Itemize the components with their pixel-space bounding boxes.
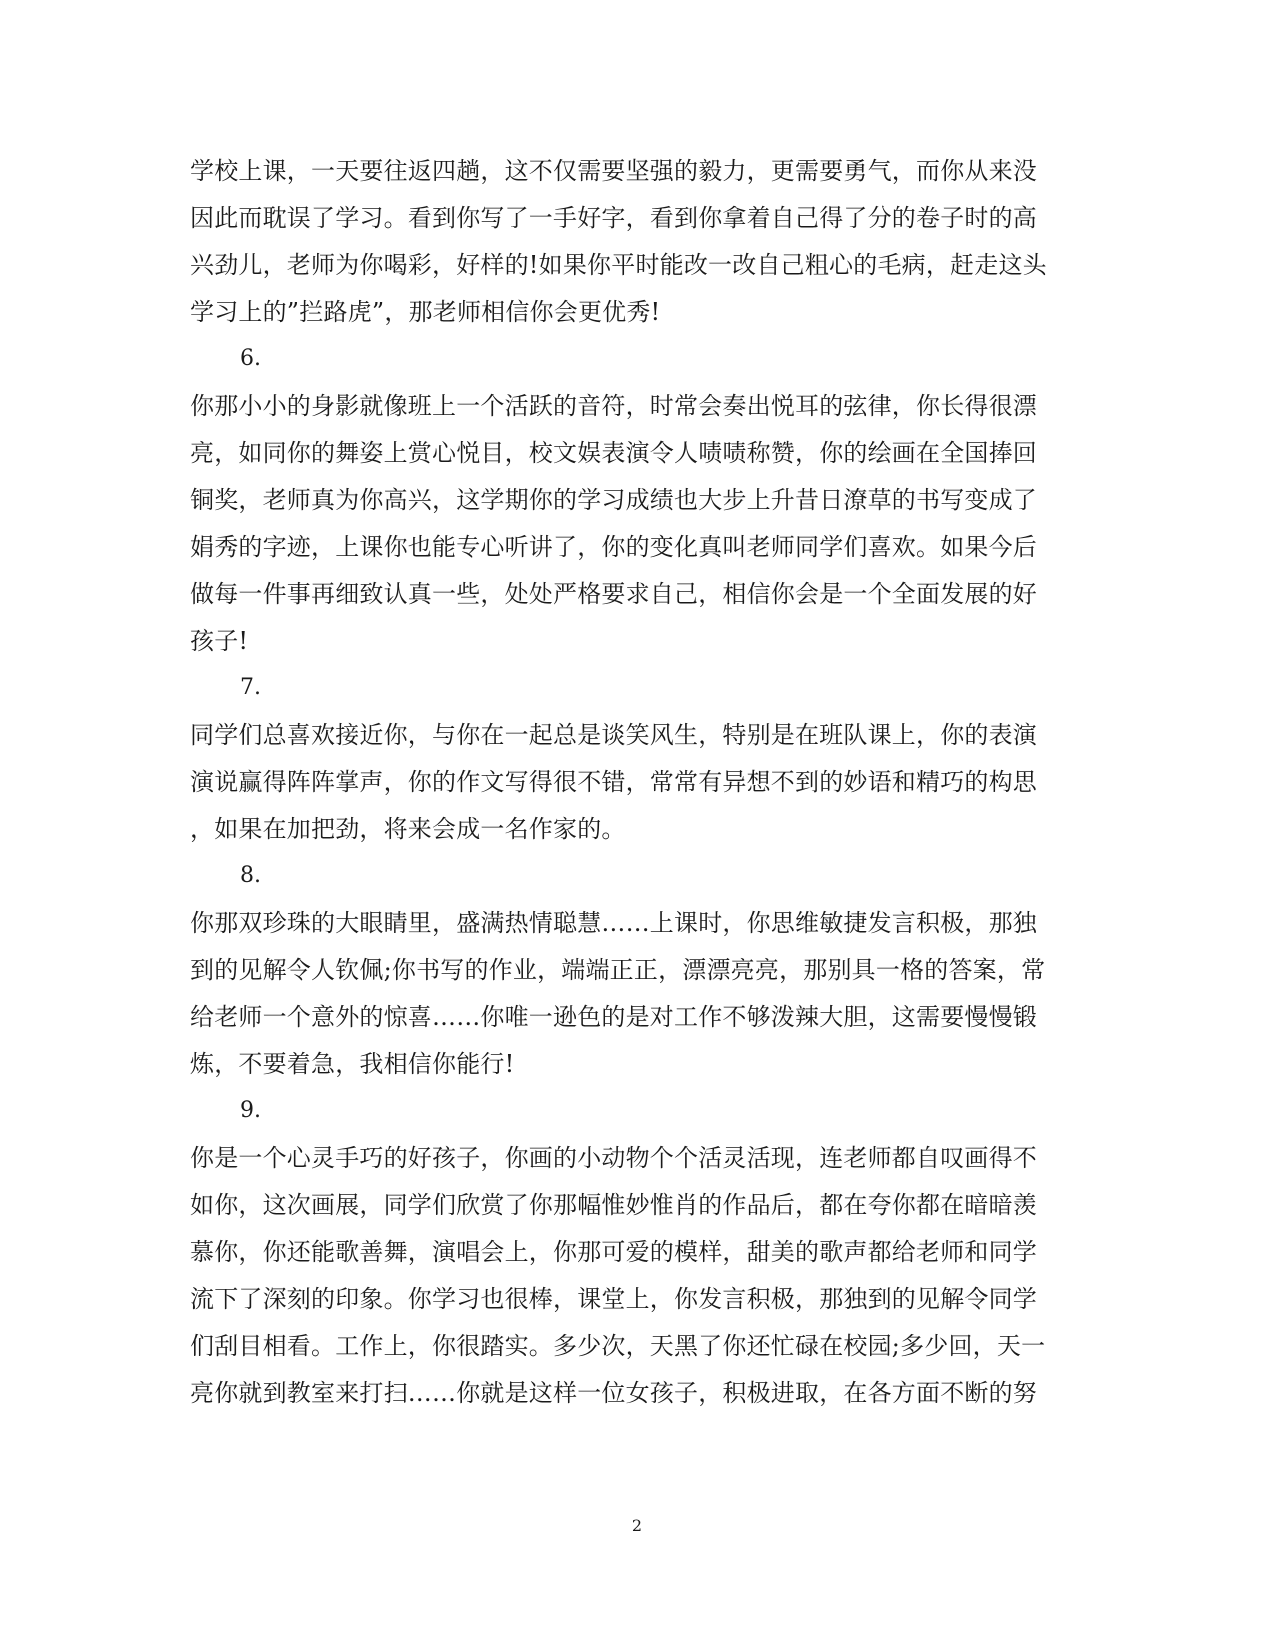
text-line: 你那双珍珠的大眼睛里，盛满热情聪慧……上课时，你思维敏捷发言积极，那独	[190, 909, 1037, 937]
text-line: 到的见解令人钦佩;你书写的作业，端端正正，漂漂亮亮，那别具一格的答案，常	[190, 956, 1046, 984]
text-line: 学习上的”拦路虎”，那老师相信你会更优秀!	[190, 298, 661, 326]
text-line: 演说赢得阵阵掌声，你的作文写得很不错，常常有异想不到的妙语和精巧的构思	[190, 768, 1037, 796]
text-line: 流下了深刻的印象。你学习也很棒，课堂上，你发言积极，那独到的见解令同学	[190, 1285, 1037, 1313]
text-line: 学校上课，一天要往返四趟，这不仅需要坚强的毅力，更需要勇气，而你从来没	[190, 157, 1037, 185]
text-line: 孩子!	[190, 627, 249, 655]
item-number: 8.	[240, 863, 261, 888]
text-line: 你是一个心灵手巧的好孩子，你画的小动物个个活灵活现，连老师都自叹画得不	[190, 1144, 1037, 1172]
page-number: 2	[631, 1516, 643, 1535]
text-line: 给老师一个意外的惊喜……你唯一逊色的是对工作不够泼辣大胆，这需要慢慢锻	[190, 1003, 1037, 1031]
item-number: 9.	[240, 1098, 261, 1123]
text-line: 如你，这次画展，同学们欣赏了你那幅惟妙惟肖的作品后，都在夸你都在暗暗羡	[190, 1191, 1037, 1219]
text-line: 铜奖，老师真为你高兴，这学期你的学习成绩也大步上升昔日潦草的书写变成了	[190, 486, 1037, 514]
text-line: 同学们总喜欢接近你，与你在一起总是谈笑风生，特别是在班队课上，你的表演	[190, 721, 1037, 749]
text-line: 做每一件事再细致认真一些，处处严格要求自己，相信你会是一个全面发展的好	[190, 580, 1037, 608]
text-line: 你那小小的身影就像班上一个活跃的音符，时常会奏出悦耳的弦律，你长得很漂	[190, 392, 1037, 420]
item-number: 7.	[240, 675, 261, 700]
text-line: 娟秀的字迹，上课你也能专心听讲了，你的变化真叫老师同学们喜欢。如果今后	[190, 533, 1037, 561]
text-line: 因此而耽误了学习。看到你写了一手好字，看到你拿着自己得了分的卷子时的高	[190, 204, 1037, 232]
text-line: 亮，如同你的舞姿上赏心悦目，校文娱表演令人啧啧称赞，你的绘画在全国捧回	[190, 439, 1037, 467]
text-line: 炼，不要着急，我相信你能行!	[190, 1050, 515, 1078]
text-line: 慕你，你还能歌善舞，演唱会上，你那可爱的模样，甜美的歌声都给老师和同学	[190, 1238, 1037, 1266]
text-line: 们刮目相看。工作上，你很踏实。多少次，天黑了你还忙碌在校园;多少回，天一	[190, 1332, 1046, 1360]
text-line: 亮你就到教室来打扫……你就是这样一位女孩子，积极进取，在各方面不断的努	[190, 1379, 1037, 1407]
item-number: 6.	[240, 346, 261, 371]
text-line: 兴劲儿，老师为你喝彩，好样的!如果你平时能改一改自己粗心的毛病，赶走这头	[190, 251, 1047, 279]
text-line: ，如果在加把劲，将来会成一名作家的。	[190, 815, 626, 843]
